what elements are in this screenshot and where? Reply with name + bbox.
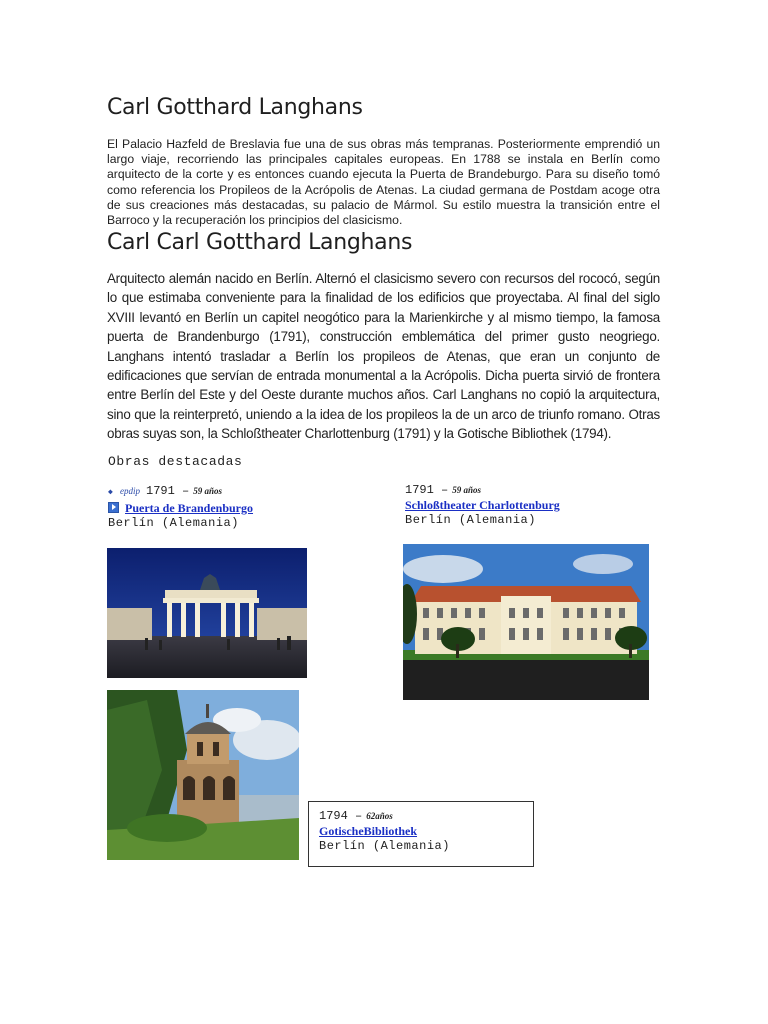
work-location: Berlín (Alemania)	[319, 839, 450, 853]
play-arrow-icon	[108, 502, 119, 513]
work-location: Berlín (Alemania)	[108, 516, 239, 530]
brandenburg-gate-photo	[107, 548, 307, 678]
schlosstheater-photo	[403, 544, 649, 700]
work-item-brandenburg	[108, 483, 253, 531]
page-title: Carl Gotthard Langhans	[107, 95, 363, 120]
work-year: 1791 –	[405, 483, 449, 497]
work-location: Berlín (Alemania)	[405, 513, 536, 527]
gotische-bibliothek-photo	[107, 690, 299, 860]
work-age: 59 años	[452, 485, 481, 495]
work-year: 1791 –	[146, 484, 190, 498]
work-year: 1794 –	[319, 809, 363, 823]
work-item-bibliothek	[308, 801, 534, 867]
work-prefix: epdip	[120, 486, 141, 496]
works-heading: Obras destacadas	[108, 454, 243, 469]
biography-paragraph: Arquitecto alemán nacido en Berlín. Alternó el clasicismo severo con recursos del rococó, según lo que estimaba conveniente para la finalidad de los edificios que proyectaba. Al final del siglo XVIII levantó en Berlín un capitel neogótico para la Marienkirche y al mismo tiempo, la famosa puerta de Brandenburgo (1791), construcción emblemática del primer gusto neogriego. Langhans intentó trasladar a Berlín los propileos de Atenas, que eran un conjunto de edificaciones que servían de entrada monumental a la Acrópolis. Dicha puerta sirvió de frontera entre Berlín del Este y del Oeste durante muchos años. Carl Langhans no copió la arquitectura, sino que la reinterpretó, uniendo a la idea de los propileos la de un arco de triunfo romano. Otras obras suyas son, la Schloßtheater Charlottenburg (1791) y la Gotische Bibliothek (1794).	[107, 271, 660, 442]
work-link-bibliothek[interactable]: GotischeBibliothek	[319, 824, 418, 838]
work-age: 59 años	[193, 486, 223, 496]
section-title: Carl Carl Gotthard Langhans	[107, 230, 413, 255]
work-link-schlosstheater[interactable]: Schloßtheater Charlottenburg	[405, 498, 560, 512]
intro-paragraph: El Palacio Hazfeld de Breslavia fue una de sus obras más tempranas. Posteriormente emprendió un largo viaje, recorriendo las principales capitales europeas. En 1788 se instala en Berlín como arquitecto de la corte y es entonces cuando ejecuta la Puerta de Brandeburgo. Para su diseño tomó como referencia los Propileos de la Acrópolis de Atenas. La ciudad germana de Postdam acoge otra de sus creaciones más destacadas, su palacio de Mármol. Su estilo muestra la transición entre el Barroco y la recuperación los principios del clasicismo.	[107, 137, 660, 228]
bullet-icon: ◆	[108, 488, 113, 497]
work-age: 62años	[366, 811, 393, 821]
work-link-brandenburg[interactable]: Puerta de Brandenburgo	[125, 501, 254, 515]
work-item-schlosstheater	[405, 482, 560, 528]
